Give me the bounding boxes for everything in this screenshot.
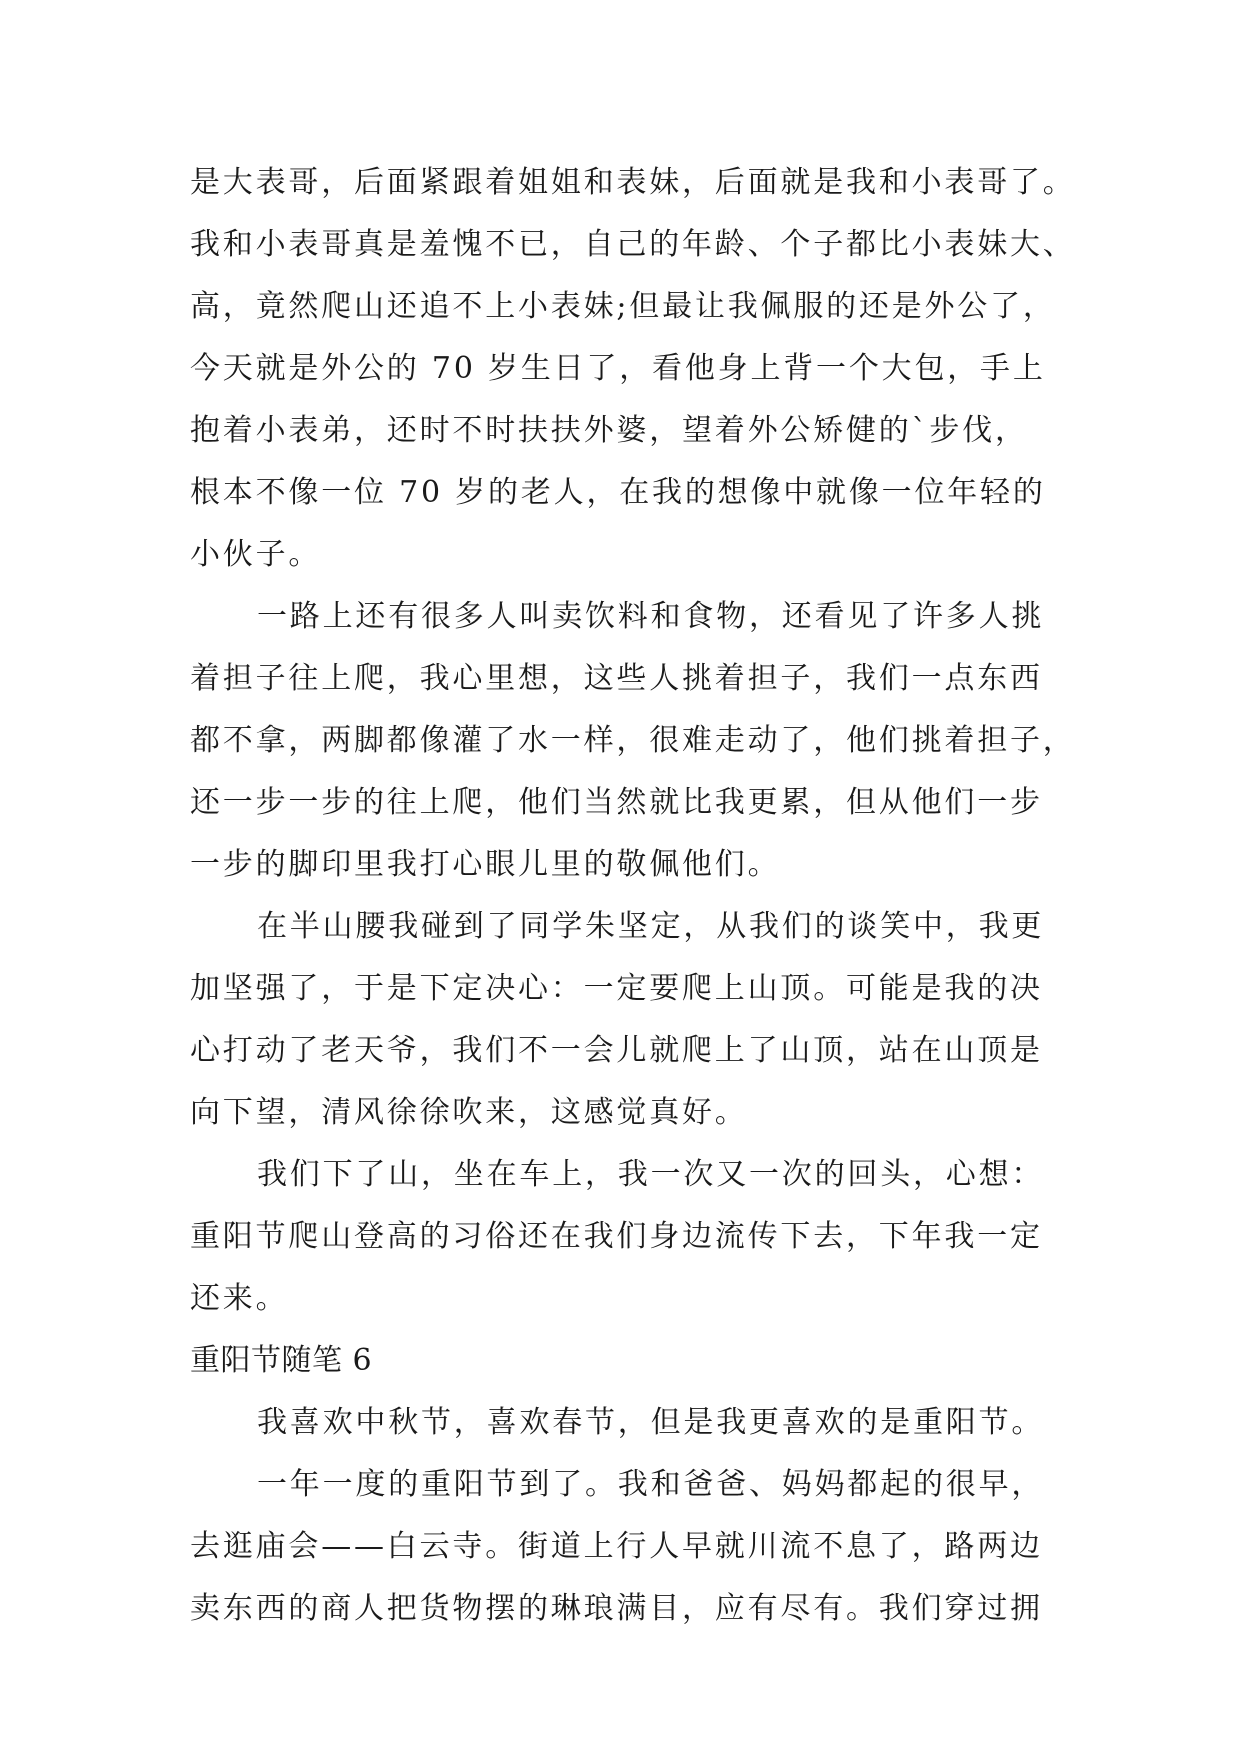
text-line: 今天就是外公的 70 岁生日了，看他身上背一个大包，手上	[190, 351, 1046, 386]
text-line: 向下望，清风徐徐吹来，这感觉真好。	[190, 1095, 748, 1130]
text-line: 我喜欢中秋节，喜欢春节，但是我更喜欢的是重阳节。	[257, 1405, 1045, 1440]
text-line: 去逛庙会——白云寺。街道上行人早就川流不息了，路两边	[190, 1529, 1043, 1564]
text-line: 高，竟然爬山还追不上小表妹;但最让我佩服的还是外公了，	[190, 289, 1056, 324]
section-heading: 重阳节随笔 6	[190, 1343, 373, 1378]
text-line: 我和小表哥真是羞愧不已，自己的年龄、个子都比小表妹大、	[190, 227, 1076, 262]
text-line: 还来。	[190, 1281, 289, 1316]
text-line: 在半山腰我碰到了同学朱坚定，从我们的谈笑中，我更	[257, 909, 1045, 944]
text-line: 心打动了老天爷，我们不一会儿就爬上了山顶，站在山顶是	[190, 1033, 1043, 1068]
text-line: 都不拿，两脚都像灌了水一样，很难走动了，他们挑着担子，	[190, 723, 1076, 758]
text-line: 小伙子。	[190, 537, 322, 572]
text-line: 卖东西的商人把货物摆的琳琅满目，应有尽有。我们穿过拥	[190, 1591, 1043, 1626]
text-line: 一步的脚印里我打心眼儿里的敬佩他们。	[190, 847, 781, 882]
text-line: 加坚强了，于是下定决心：一定要爬上山顶。可能是我的决	[190, 971, 1043, 1006]
text-line: 还一步一步的往上爬，他们当然就比我更累，但从他们一步	[190, 785, 1043, 820]
text-line: 着担子往上爬，我心里想，这些人挑着担子，我们一点东西	[190, 661, 1043, 696]
text-line: 根本不像一位 70 岁的老人，在我的想像中就像一位年轻的	[190, 475, 1046, 510]
text-line: 我们下了山，坐在车上，我一次又一次的回头，心想：	[257, 1157, 1045, 1192]
text-line: 抱着小表弟，还时不时扶扶外婆，望着外公矫健的`步伐，	[190, 413, 1028, 448]
text-line: 是大表哥，后面紧跟着姐姐和表妹，后面就是我和小表哥了。	[190, 165, 1076, 200]
text-line: 一路上还有很多人叫卖饮料和食物，还看见了许多人挑	[257, 599, 1045, 634]
document-body	[190, 152, 1076, 1640]
text-line: 一年一度的重阳节到了。我和爸爸、妈妈都起的很早，	[257, 1467, 1045, 1502]
text-line: 重阳节爬山登高的习俗还在我们身边流传下去，下年我一定	[190, 1219, 1043, 1254]
